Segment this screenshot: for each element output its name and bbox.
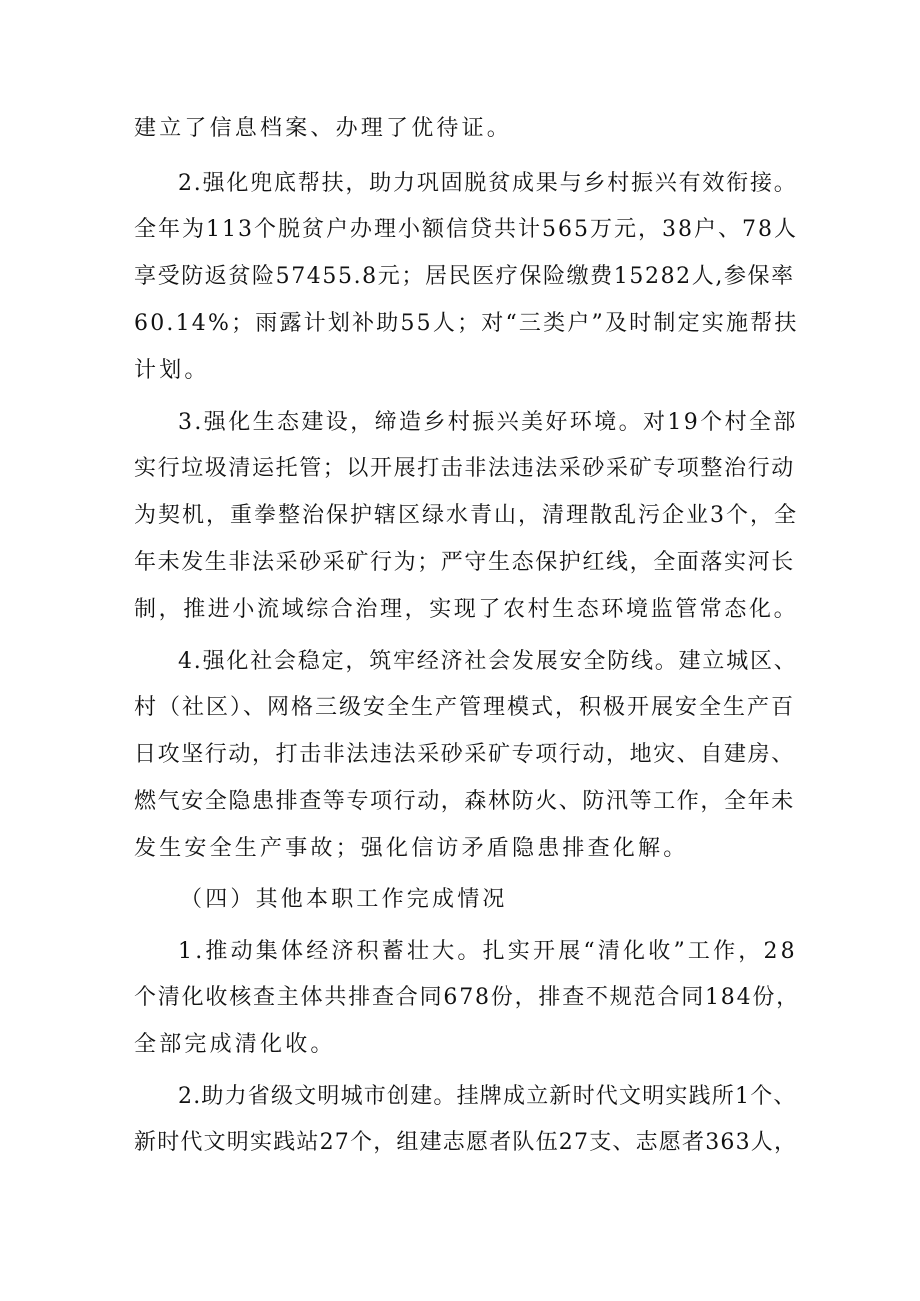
text-line: 建立了信息档案、办理了优待证。 [134, 116, 513, 141]
text-line: 个清化收核查主体共排查合同678份，排查不规范合同184份， [134, 985, 800, 1010]
text-line: 享受防返贫险57455.8元；居民医疗保险缴费15282人,参保率 [134, 264, 795, 289]
text-line: 4.强化社会稳定，筑牢经济社会发展安全防线。建立城区、 [178, 649, 798, 674]
text-line: 为契机，重拳整治保护辖区绿水青山，清理散乱污企业3个，全 [134, 503, 798, 528]
text-line: 日攻坚行动，打击非法违法采砂采矿专项行动，地灾、自建房、 [134, 742, 795, 767]
text-line: 制，推进小流域综合治理，实现了农村生态环境监管常态化。 [134, 597, 799, 622]
text-line: 全部完成清化收。 [134, 1032, 336, 1057]
text-line: 2.强化兜底帮扶，助力巩固脱贫成果与乡村振兴有效衔接。 [178, 171, 798, 196]
text-line: 1.推动集体经济积蓄壮大。扎实开展“清化收”工作，28 [178, 939, 798, 964]
text-line: 2.助力省级文明城市创建。挂牌成立新时代文明实践所1个、 [178, 1084, 797, 1109]
text-line: 村（社区）、网格三级安全生产管理模式，积极开展安全生产百 [134, 695, 796, 720]
text-line: 实行垃圾清运托管；以开展打击非法违法采砂采矿专项整治行动 [134, 456, 795, 481]
section-heading: （四）其他本职工作完成情况 [180, 887, 508, 912]
text-line: 60.14%；雨露计划补助55人；对“三类户”及时制定实施帮扶 [134, 311, 799, 336]
text-line: 计划。 [134, 358, 210, 383]
text-line: 发生安全生产事故；强化信访矛盾隐患排查化解。 [134, 836, 689, 861]
text-line: 新时代文明实践站27个，组建志愿者队伍27支、志愿者363人， [134, 1130, 798, 1155]
text-line: 年未发生非法采砂采矿行为；严守生态保护红线，全面落实河长 [134, 550, 795, 575]
text-line: 3.强化生态建设，缔造乡村振兴美好环境。对19个村全部 [178, 410, 798, 435]
text-line: 燃气安全隐患排查等专项行动，森林防火、防汛等工作，全年未 [134, 789, 795, 814]
text-line: 全年为113个脱贫户办理小额信贷共计565万元，38户、78人 [134, 217, 798, 242]
